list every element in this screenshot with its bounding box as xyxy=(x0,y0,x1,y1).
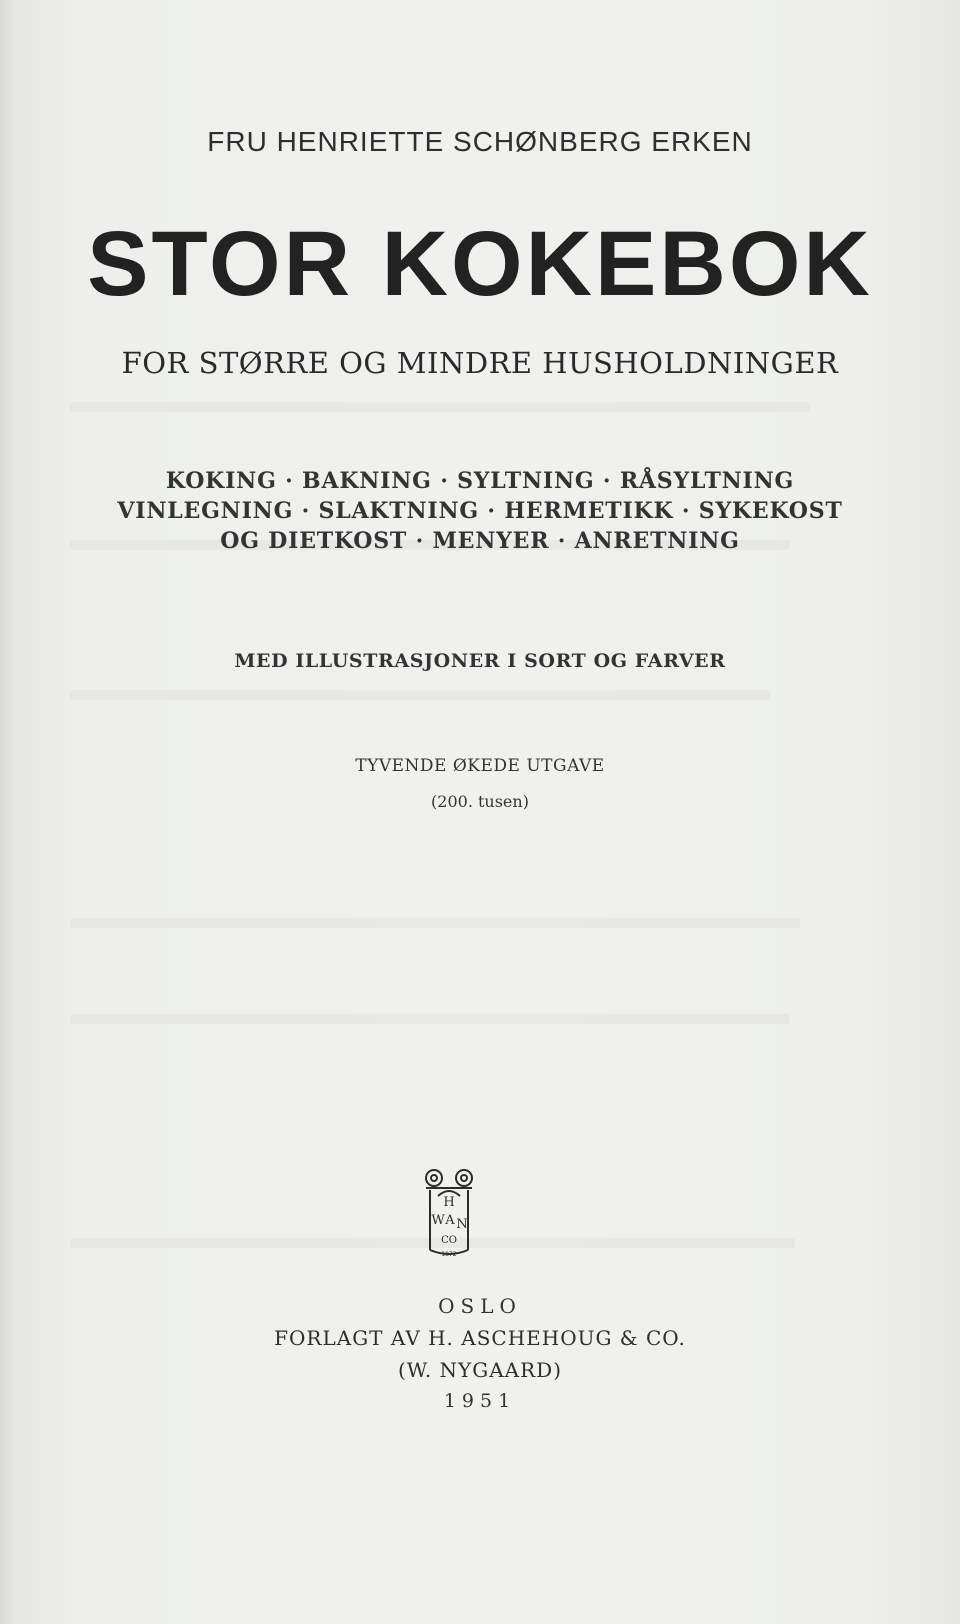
emblem-letter: H xyxy=(443,1195,455,1210)
publisher-city: OSLO xyxy=(438,1294,522,1318)
topics-line: VINLEGNING · SLAKTNING · HERMETIKK · SYKEKOST xyxy=(117,498,843,524)
bleed-through-text xyxy=(70,690,770,700)
publisher-imprint: (W. NYGAARD) xyxy=(397,1358,563,1382)
emblem-letter: A xyxy=(445,1213,455,1228)
topics-line: KOKING · BAKNING · SYLTNING · RÅSYLTNING xyxy=(165,468,795,494)
emblem-letter: N xyxy=(456,1217,468,1232)
bleed-through-text xyxy=(70,918,800,928)
topics-list xyxy=(0,466,960,556)
bleed-through-text xyxy=(70,1014,790,1024)
publisher-emblem-icon xyxy=(418,1166,480,1262)
print-run-note: (200. tusen) xyxy=(431,792,529,811)
bleed-through-text xyxy=(70,402,810,412)
book-title: STOR KOKEBOK xyxy=(87,213,873,315)
publication-year: 1951 xyxy=(443,1390,517,1412)
illustrations-note: MED ILLUSTRASJONER I SORT OG FARVER xyxy=(234,650,726,672)
emblem-year: 1872 xyxy=(441,1251,457,1258)
topics-line: OG DIETKOST · MENYER · ANRETNING xyxy=(220,528,740,554)
book-subtitle: FOR STØRRE OG MINDRE HUSHOLDNINGER xyxy=(121,346,839,380)
emblem-letter: CO xyxy=(441,1235,457,1246)
edition-note: TYVENDE ØKEDE UTGAVE xyxy=(355,756,605,776)
publisher-name: FORLAGT AV H. ASCHEHOUG & CO. xyxy=(274,1326,686,1350)
author-name: FRU HENRIETTE SCHØNBERG ERKEN xyxy=(207,126,753,157)
emblem-letter: W xyxy=(431,1213,445,1228)
